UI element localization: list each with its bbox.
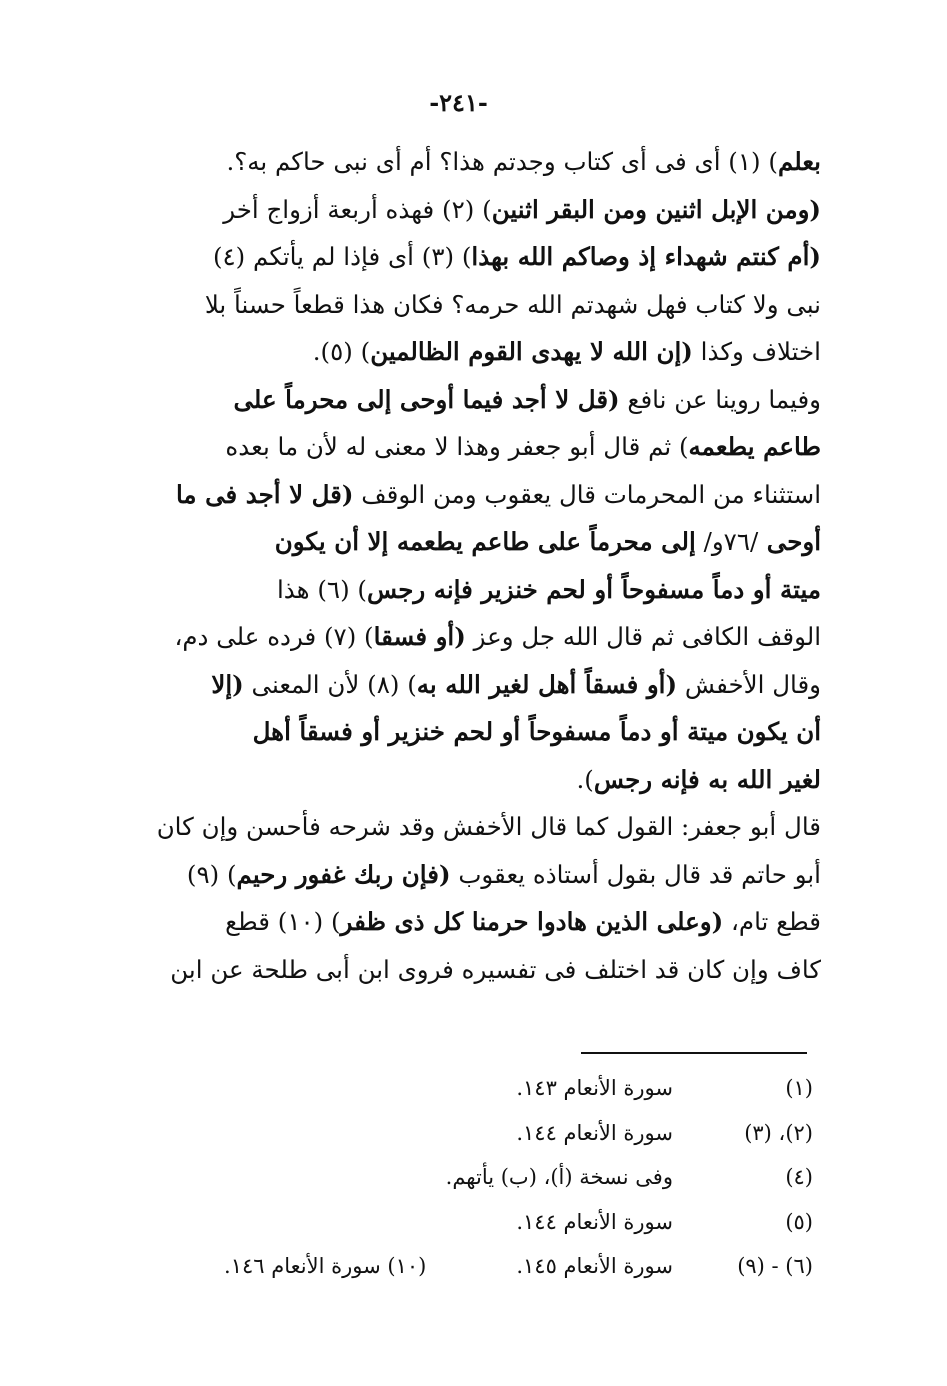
footnote-number: (٢)، (٣) xyxy=(744,1120,813,1145)
footnote-text: سورة الأنعام ١٤٥. xyxy=(516,1254,673,1278)
text-line xyxy=(96,233,821,281)
text-line xyxy=(96,281,821,329)
quran-quote: (أو فسقاً أهل لغير الله به xyxy=(416,669,678,699)
commentary-text: وفيما روينا عن نافع xyxy=(619,384,821,414)
quran-quote: (إلا xyxy=(211,669,244,699)
footnote-text: سورة الأنعام ١٤٤. xyxy=(516,1209,673,1234)
quran-quote: أن يكون ميتة أو دماً مسفوحاً أو لحم خنزير أو فسقاً أهل xyxy=(252,717,821,746)
commentary-text: ) (١) أى فى أى كتاب وجدتم هذا؟ أم أى نبى حاكم به؟. xyxy=(226,147,778,176)
commentary-text: ) (٣) أى فإذا لم يأتكم (٤) xyxy=(212,242,472,271)
text-line xyxy=(96,186,821,234)
footnote-number: (٦) - (٩) xyxy=(737,1254,813,1278)
text-line xyxy=(96,803,821,851)
commentary-text: قطع تام، xyxy=(723,907,821,936)
text-line xyxy=(96,946,821,994)
commentary-text: الوقف الكافى ثم قال الله جل وعز xyxy=(465,622,821,651)
commentary-text: ) ثم قال أبو جعفر وهذا لا معنى له لأن ما بعده xyxy=(225,432,689,461)
quran-quote: (إن الله لا يهدى القوم الظالمين xyxy=(370,337,693,366)
commentary-text: ) (٩) xyxy=(186,859,237,889)
commentary-text: أبو حاتم قد قال بقول أستاذه يعقوب xyxy=(450,859,821,889)
text-line xyxy=(96,756,821,804)
footnote-number: (٤) xyxy=(785,1165,813,1189)
text-line xyxy=(96,138,821,186)
footnote-separator xyxy=(581,1052,807,1054)
page xyxy=(96,88,821,993)
commentary-text: ) (٧) فرده على دم، xyxy=(174,622,374,651)
text-line xyxy=(96,328,821,376)
text-line xyxy=(96,898,821,946)
quran-quote: (قل لا أجد فى ما xyxy=(175,479,354,509)
quran-quote: طاعم يطعمه xyxy=(688,432,821,461)
commentary-text: اختلاف وكذا xyxy=(692,337,821,366)
text-line xyxy=(96,423,821,471)
quran-quote: لغير الله به فإنه رجس xyxy=(593,764,821,794)
text-line xyxy=(96,471,821,519)
text-line xyxy=(96,661,821,709)
footnote xyxy=(113,1111,813,1156)
commentary-text: ) (٥). xyxy=(312,337,371,366)
footnotes xyxy=(113,1066,813,1289)
commentary-text: ) (٨) لأن المعنى xyxy=(243,669,417,699)
quran-quote: (أم كنتم شهداء إذ وصاكم الله بهذا xyxy=(471,242,821,271)
page-number: -٢٤١- xyxy=(429,88,488,117)
commentary-text: وقال الأخفش xyxy=(677,669,821,699)
commentary-text: استثناء من المحرمات قال يعقوب ومن الوقف xyxy=(353,479,821,509)
footnote-text: سورة الأنعام ١٤٣. xyxy=(516,1076,673,1100)
quran-quote: (أو فسقا xyxy=(373,622,466,651)
text-line xyxy=(96,518,821,566)
footnote-number: (١) xyxy=(785,1076,813,1100)
text-line xyxy=(96,613,821,661)
commentary-text: ). xyxy=(576,764,594,794)
commentary-text: ) (٢) فهذه أربعة أزواج أخر xyxy=(223,194,492,224)
commentary-text: ) (٦) هذا xyxy=(276,574,367,604)
commentary-text: نبى ولا كتاب فهل شهدتم الله حرمه؟ فكان هذا قطعاً حسناً بلا xyxy=(204,289,821,319)
footnote-number: (٥) xyxy=(785,1209,813,1234)
text-line xyxy=(96,851,821,899)
commentary-text: قال أبو جعفر: القول كما قال الأخفش وقد شرحه فأحسن وإن كان xyxy=(156,812,821,841)
footnote xyxy=(113,1200,813,1245)
footnote xyxy=(113,1155,813,1200)
quran-quote: بعلم xyxy=(777,147,821,176)
text-line xyxy=(96,566,821,614)
quran-quote: أوحى xyxy=(758,527,821,556)
commentary-text: ) (١٠) قطع xyxy=(225,907,341,936)
footnote xyxy=(113,1066,813,1111)
body-text xyxy=(96,138,821,993)
text-line xyxy=(96,376,821,424)
quran-quote: (قل لا أجد فيما أوحى إلى محرماً على xyxy=(233,384,620,414)
commentary-text: /٧٦و/ xyxy=(695,527,759,556)
quran-quote: (ومن الإبل اثنين ومن البقر اثنين xyxy=(491,194,821,224)
footnote xyxy=(113,1244,813,1289)
quran-quote: إلى محرماً على طاعم يطعمه إلا أن يكون xyxy=(274,527,696,556)
commentary-text: كاف وإن كان قد اختلف فى تفسيره فروى ابن أبى طلحة عن ابن xyxy=(170,954,821,984)
quran-quote: (فإن ربك غفور رحيم xyxy=(236,859,451,889)
text-line xyxy=(96,708,821,756)
footnote-text: سورة الأنعام ١٤٤. xyxy=(516,1120,673,1145)
footnote-extra: (١٠) سورة الأنعام ١٤٦. xyxy=(224,1254,427,1278)
quran-quote: ميتة أو دماً مسفوحاً أو لحم خنزير فإنه رجس xyxy=(366,574,821,604)
footnote-text: وفى نسخة (أ)، (ب) يأتهم. xyxy=(445,1165,673,1189)
quran-quote: (وعلى الذين هادوا حرمنا كل ذى ظفر xyxy=(340,907,724,936)
